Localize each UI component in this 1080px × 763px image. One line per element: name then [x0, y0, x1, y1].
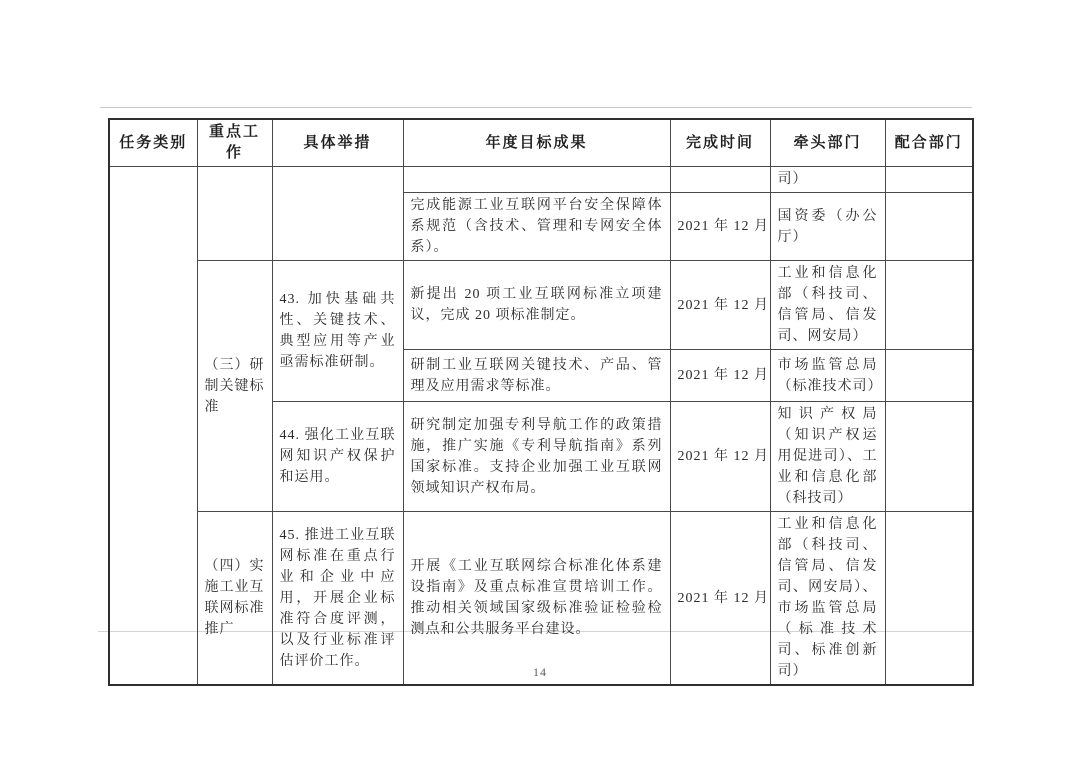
table-header-row [109, 119, 973, 167]
cell-deadline: 2021 年 12 月 [670, 402, 770, 512]
cell-lead-dept: 知识产权局（知识产权运用促进司）、工业和信息化部（科技司） [770, 402, 885, 512]
table-row-standard-proposal [109, 261, 973, 350]
cell-task-category [109, 167, 197, 686]
cell-lead-dept: 市场监管总局（标准技术司） [770, 350, 885, 402]
cell-measure-43: 43. 加快基础共性、关键技术、典型应用等产业亟需标准研制。 [272, 261, 403, 402]
header-support-dept: 配合部门 [885, 119, 973, 167]
table-row-carryover [109, 167, 973, 193]
cell-objective: 完成能源工业互联网平台安全保障体系规范（含技术、管理和专网安全体系）。 [403, 193, 670, 261]
header-task-category: 任务类别 [109, 119, 197, 167]
cell-objective [403, 167, 670, 193]
page-number: 14 [533, 665, 547, 679]
cell-key-work-carryover [197, 167, 272, 261]
header-objective: 年度目标成果 [403, 119, 670, 167]
cell-support-dept [885, 350, 973, 402]
header-lead-dept: 牵头部门 [770, 119, 885, 167]
cell-objective: 新提出 20 项工业互联网标准立项建议，完成 20 项标准制定。 [403, 261, 670, 350]
cell-deadline: 2021 年 12 月 [670, 261, 770, 350]
cell-deadline: 2021 年 12 月 [670, 193, 770, 261]
cell-support-dept [885, 261, 973, 350]
cell-measure-carryover [272, 167, 403, 261]
work-plan-table [108, 118, 974, 686]
cell-lead-dept: 国资委（办公厅） [770, 193, 885, 261]
cell-support-dept [885, 512, 973, 686]
header-deadline: 完成时间 [670, 119, 770, 167]
cell-support-dept [885, 402, 973, 512]
cell-measure-45: 45. 推进工业互联网标准在重点行业和企业中应用，开展企业标准符合度评测，以及行业标准评估评价工作。 [272, 512, 403, 686]
cell-support-dept [885, 193, 973, 261]
header-key-work: 重点工作 [197, 119, 272, 167]
cell-lead-dept: 工业和信息化部（科技司、信管局、信发司、网安局）、市场监管总局（标准技术司、标准创新司） [770, 512, 885, 686]
cell-support-dept [885, 167, 973, 193]
cell-lead-dept: 司） [770, 167, 885, 193]
cell-lead-dept: 工业和信息化部（科技司、信管局、信发司、网安局） [770, 261, 885, 350]
header-measure: 具体举措 [272, 119, 403, 167]
cell-key-work-3: （三）研制关键标准 [197, 261, 272, 512]
cell-deadline [670, 167, 770, 193]
cell-objective: 开展《工业互联网综合标准化体系建设指南》及重点标准宣贯培训工作。推动相关领域国家级标准验证检验检测点和公共服务平台建设。 [403, 512, 670, 686]
cell-deadline: 2021 年 12 月 [670, 350, 770, 402]
cell-measure-44: 44. 强化工业互联网知识产权保护和运用。 [272, 402, 403, 512]
cell-deadline: 2021 年 12 月 [670, 512, 770, 686]
table-row-standard-promotion [109, 512, 973, 686]
cell-objective: 研究制定加强专利导航工作的政策措施，推广实施《专利导航指南》系列国家标准。支持企业加强工业互联网领域知识产权布局。 [403, 402, 670, 512]
cell-key-work-4: （四）实施工业互联网标准推广 [197, 512, 272, 686]
scan-artifact-line-top [100, 107, 972, 108]
cell-objective: 研制工业互联网关键技术、产品、管理及应用需求等标准。 [403, 350, 670, 402]
